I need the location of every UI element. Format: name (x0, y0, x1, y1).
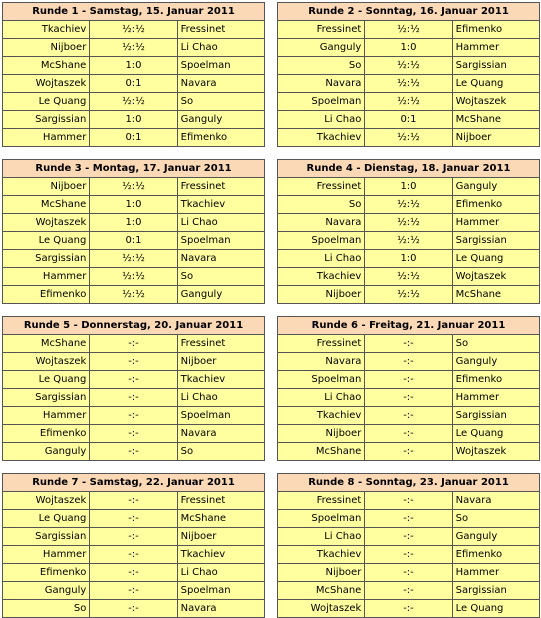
white-player: Nijboer (278, 286, 365, 304)
round-header (3, 160, 265, 178)
game-row (278, 214, 540, 232)
black-player: Spoelman (177, 407, 264, 425)
white-player: Le Quang (3, 510, 90, 528)
game-result: -:- (365, 510, 452, 528)
game-result: -:- (365, 564, 452, 582)
white-player: McShane (278, 582, 365, 600)
round-6-table (277, 316, 540, 461)
game-row (3, 268, 265, 286)
white-player: Sargissian (3, 528, 90, 546)
black-player: Efimenko (452, 21, 539, 39)
black-player: Hammer (452, 564, 539, 582)
round-3-table (2, 159, 265, 304)
round-header (3, 474, 265, 492)
round-title: Runde 6 - Freitag, 21. Januar 2011 (278, 317, 540, 335)
round-title: Runde 8 - Sonntag, 23. Januar 2011 (278, 474, 540, 492)
black-player: Nijboer (177, 353, 264, 371)
game-row (278, 546, 540, 564)
round-title: Runde 1 - Samstag, 15. Januar 2011 (3, 3, 265, 21)
white-player: Nijboer (278, 564, 365, 582)
round-title: Runde 3 - Montag, 17. Januar 2011 (3, 160, 265, 178)
black-player: Spoelman (177, 232, 264, 250)
game-row (278, 196, 540, 214)
black-player: Navara (177, 425, 264, 443)
white-player: Spoelman (278, 371, 365, 389)
round-header (3, 3, 265, 21)
white-player: Nijboer (3, 178, 90, 196)
game-result: ½:½ (365, 57, 452, 75)
black-player: Wojtaszek (452, 93, 539, 111)
game-row (3, 178, 265, 196)
black-player: So (177, 443, 264, 461)
game-row (278, 492, 540, 510)
black-player: Ganguly (452, 353, 539, 371)
white-player: Wojtaszek (3, 492, 90, 510)
black-player: Le Quang (452, 425, 539, 443)
game-result: -:- (90, 582, 177, 600)
round-header (278, 160, 540, 178)
round-7-table (2, 473, 265, 618)
white-player: Fressinet (278, 335, 365, 353)
game-result: ½:½ (90, 178, 177, 196)
black-player: Spoelman (177, 582, 264, 600)
game-result: -:- (90, 443, 177, 461)
black-player: Navara (177, 75, 264, 93)
black-player: Le Quang (452, 75, 539, 93)
white-player: Nijboer (3, 39, 90, 57)
game-row (278, 286, 540, 304)
game-row (278, 93, 540, 111)
game-row (3, 510, 265, 528)
game-result: ½:½ (365, 21, 452, 39)
game-row (3, 21, 265, 39)
game-result: -:- (90, 546, 177, 564)
white-player: Tkachiev (278, 268, 365, 286)
white-player: Ganguly (3, 443, 90, 461)
round-title: Runde 7 - Samstag, 22. Januar 2011 (3, 474, 265, 492)
game-row (3, 232, 265, 250)
game-row (3, 582, 265, 600)
game-row (278, 389, 540, 407)
game-result: ½:½ (365, 129, 452, 147)
game-result: -:- (365, 335, 452, 353)
game-result: 0:1 (90, 232, 177, 250)
white-player: McShane (278, 443, 365, 461)
round-8-table (277, 473, 540, 618)
game-row (3, 492, 265, 510)
game-result: ½:½ (90, 93, 177, 111)
game-row (3, 371, 265, 389)
white-player: Hammer (3, 268, 90, 286)
black-player: Efimenko (452, 371, 539, 389)
white-player: Tkachiev (278, 129, 365, 147)
white-player: Hammer (3, 546, 90, 564)
game-row (3, 93, 265, 111)
game-row (278, 582, 540, 600)
game-result: -:- (365, 492, 452, 510)
white-player: McShane (3, 196, 90, 214)
round-header (278, 3, 540, 21)
white-player: Tkachiev (278, 546, 365, 564)
black-player: So (177, 93, 264, 111)
game-row (278, 250, 540, 268)
game-result: -:- (90, 600, 177, 618)
black-player: Tkachiev (177, 196, 264, 214)
game-row (278, 75, 540, 93)
game-row (3, 286, 265, 304)
game-result: -:- (365, 528, 452, 546)
white-player: Sargissian (3, 111, 90, 129)
game-result: ½:½ (90, 250, 177, 268)
game-result: -:- (365, 353, 452, 371)
black-player: Nijboer (177, 528, 264, 546)
game-row (3, 111, 265, 129)
round-5-table (2, 316, 265, 461)
game-row (278, 407, 540, 425)
game-row (278, 39, 540, 57)
black-player: Ganguly (452, 528, 539, 546)
black-player: McShane (177, 510, 264, 528)
game-result: ½:½ (365, 232, 452, 250)
game-row (3, 57, 265, 75)
black-player: Le Quang (452, 250, 539, 268)
game-result: -:- (365, 425, 452, 443)
white-player: McShane (3, 57, 90, 75)
game-result: -:- (90, 389, 177, 407)
black-player: Li Chao (177, 389, 264, 407)
black-player: Hammer (452, 389, 539, 407)
game-result: 1:0 (365, 39, 452, 57)
black-player: Sargissian (452, 407, 539, 425)
game-result: ½:½ (90, 39, 177, 57)
black-player: Ganguly (177, 286, 264, 304)
round-4-table (277, 159, 540, 304)
game-result: 1:0 (365, 178, 452, 196)
black-player: McShane (452, 111, 539, 129)
game-row (3, 196, 265, 214)
black-player: Sargissian (452, 582, 539, 600)
white-player: Efimenko (3, 564, 90, 582)
black-player: Li Chao (177, 214, 264, 232)
black-player: Fressinet (177, 492, 264, 510)
white-player: Hammer (3, 407, 90, 425)
white-player: Spoelman (278, 510, 365, 528)
game-result: ½:½ (90, 286, 177, 304)
white-player: Spoelman (278, 232, 365, 250)
game-result: -:- (90, 407, 177, 425)
black-player: Navara (452, 492, 539, 510)
black-player: Fressinet (177, 21, 264, 39)
game-result: -:- (365, 443, 452, 461)
game-row (278, 21, 540, 39)
game-row (278, 111, 540, 129)
game-result: 0:1 (365, 111, 452, 129)
black-player: Sargissian (452, 232, 539, 250)
white-player: Li Chao (278, 528, 365, 546)
white-player: Li Chao (278, 111, 365, 129)
white-player: Fressinet (278, 492, 365, 510)
game-result: -:- (365, 371, 452, 389)
game-row (3, 75, 265, 93)
white-player: Le Quang (3, 93, 90, 111)
black-player: Nijboer (452, 129, 539, 147)
game-result: 0:1 (90, 129, 177, 147)
game-result: -:- (90, 492, 177, 510)
black-player: Efimenko (452, 546, 539, 564)
game-result: -:- (90, 371, 177, 389)
game-row (278, 371, 540, 389)
black-player: Efimenko (452, 196, 539, 214)
game-row (278, 600, 540, 618)
game-row (3, 425, 265, 443)
game-result: -:- (90, 353, 177, 371)
game-result: -:- (90, 510, 177, 528)
white-player: Ganguly (278, 39, 365, 57)
game-result: 0:1 (90, 75, 177, 93)
black-player: McShane (452, 286, 539, 304)
white-player: Efimenko (3, 286, 90, 304)
white-player: Le Quang (3, 371, 90, 389)
white-player: Fressinet (278, 178, 365, 196)
game-row (278, 129, 540, 147)
white-player: Navara (278, 75, 365, 93)
game-row (278, 564, 540, 582)
black-player: Efimenko (177, 129, 264, 147)
black-player: Fressinet (177, 335, 264, 353)
game-result: ½:½ (365, 93, 452, 111)
black-player: Sargissian (452, 57, 539, 75)
game-row (3, 335, 265, 353)
game-row (278, 232, 540, 250)
game-row (3, 546, 265, 564)
game-result: ½:½ (365, 286, 452, 304)
white-player: So (3, 600, 90, 618)
game-result: -:- (90, 425, 177, 443)
white-player: Wojtaszek (3, 75, 90, 93)
game-result: -:- (365, 546, 452, 564)
game-result: ½:½ (365, 196, 452, 214)
game-result: -:- (90, 528, 177, 546)
game-row (278, 178, 540, 196)
game-result: -:- (90, 564, 177, 582)
game-row (3, 129, 265, 147)
game-result: 1:0 (90, 111, 177, 129)
black-player: Navara (177, 250, 264, 268)
game-result: -:- (90, 335, 177, 353)
white-player: Wojtaszek (3, 214, 90, 232)
white-player: Navara (278, 214, 365, 232)
round-header (3, 317, 265, 335)
game-result: ½:½ (365, 214, 452, 232)
game-row (3, 600, 265, 618)
game-result: -:- (365, 600, 452, 618)
black-player: Navara (177, 600, 264, 618)
black-player: Wojtaszek (452, 268, 539, 286)
white-player: So (278, 57, 365, 75)
black-player: Li Chao (177, 564, 264, 582)
game-result: ½:½ (90, 268, 177, 286)
black-player: So (452, 335, 539, 353)
white-player: Sargissian (3, 389, 90, 407)
round-1-table (2, 2, 265, 147)
game-result: ½:½ (365, 75, 452, 93)
white-player: Sargissian (3, 250, 90, 268)
game-row (278, 268, 540, 286)
black-player: So (177, 268, 264, 286)
game-result: 1:0 (90, 214, 177, 232)
white-player: Navara (278, 353, 365, 371)
black-player: Spoelman (177, 57, 264, 75)
game-row (3, 389, 265, 407)
white-player: Fressinet (278, 21, 365, 39)
black-player: Wojtaszek (452, 443, 539, 461)
game-result: ½:½ (365, 268, 452, 286)
white-player: Nijboer (278, 425, 365, 443)
white-player: Hammer (3, 129, 90, 147)
white-player: Wojtaszek (278, 600, 365, 618)
game-row (278, 510, 540, 528)
black-player: Li Chao (177, 39, 264, 57)
game-result: -:- (365, 389, 452, 407)
black-player: Hammer (452, 214, 539, 232)
game-row (3, 407, 265, 425)
game-row (3, 528, 265, 546)
game-row (3, 214, 265, 232)
black-player: Tkachiev (177, 546, 264, 564)
black-player: Fressinet (177, 178, 264, 196)
black-player: Ganguly (177, 111, 264, 129)
black-player: Le Quang (452, 600, 539, 618)
white-player: Spoelman (278, 93, 365, 111)
white-player: Li Chao (278, 389, 365, 407)
game-result: 1:0 (90, 57, 177, 75)
game-row (278, 528, 540, 546)
round-title: Runde 5 - Donnerstag, 20. Januar 2011 (3, 317, 265, 335)
game-row (3, 39, 265, 57)
white-player: So (278, 196, 365, 214)
round-title: Runde 4 - Dienstag, 18. Januar 2011 (278, 160, 540, 178)
round-header (278, 474, 540, 492)
game-row (3, 443, 265, 461)
game-row (3, 353, 265, 371)
white-player: Li Chao (278, 250, 365, 268)
white-player: Ganguly (3, 582, 90, 600)
game-row (278, 57, 540, 75)
white-player: McShane (3, 335, 90, 353)
game-row (278, 353, 540, 371)
game-result: 1:0 (90, 196, 177, 214)
round-title: Runde 2 - Sonntag, 16. Januar 2011 (278, 3, 540, 21)
game-row (3, 564, 265, 582)
game-row (3, 250, 265, 268)
game-result: 1:0 (365, 250, 452, 268)
game-result: -:- (365, 407, 452, 425)
game-row (278, 335, 540, 353)
round-header (278, 317, 540, 335)
white-player: Le Quang (3, 232, 90, 250)
game-result: -:- (365, 582, 452, 600)
white-player: Wojtaszek (3, 353, 90, 371)
game-row (278, 443, 540, 461)
black-player: Ganguly (452, 178, 539, 196)
white-player: Efimenko (3, 425, 90, 443)
black-player: Tkachiev (177, 371, 264, 389)
black-player: Hammer (452, 39, 539, 57)
game-result: ½:½ (90, 21, 177, 39)
white-player: Tkachiev (3, 21, 90, 39)
black-player: So (452, 510, 539, 528)
white-player: Tkachiev (278, 407, 365, 425)
game-row (278, 425, 540, 443)
round-2-table (277, 2, 540, 147)
